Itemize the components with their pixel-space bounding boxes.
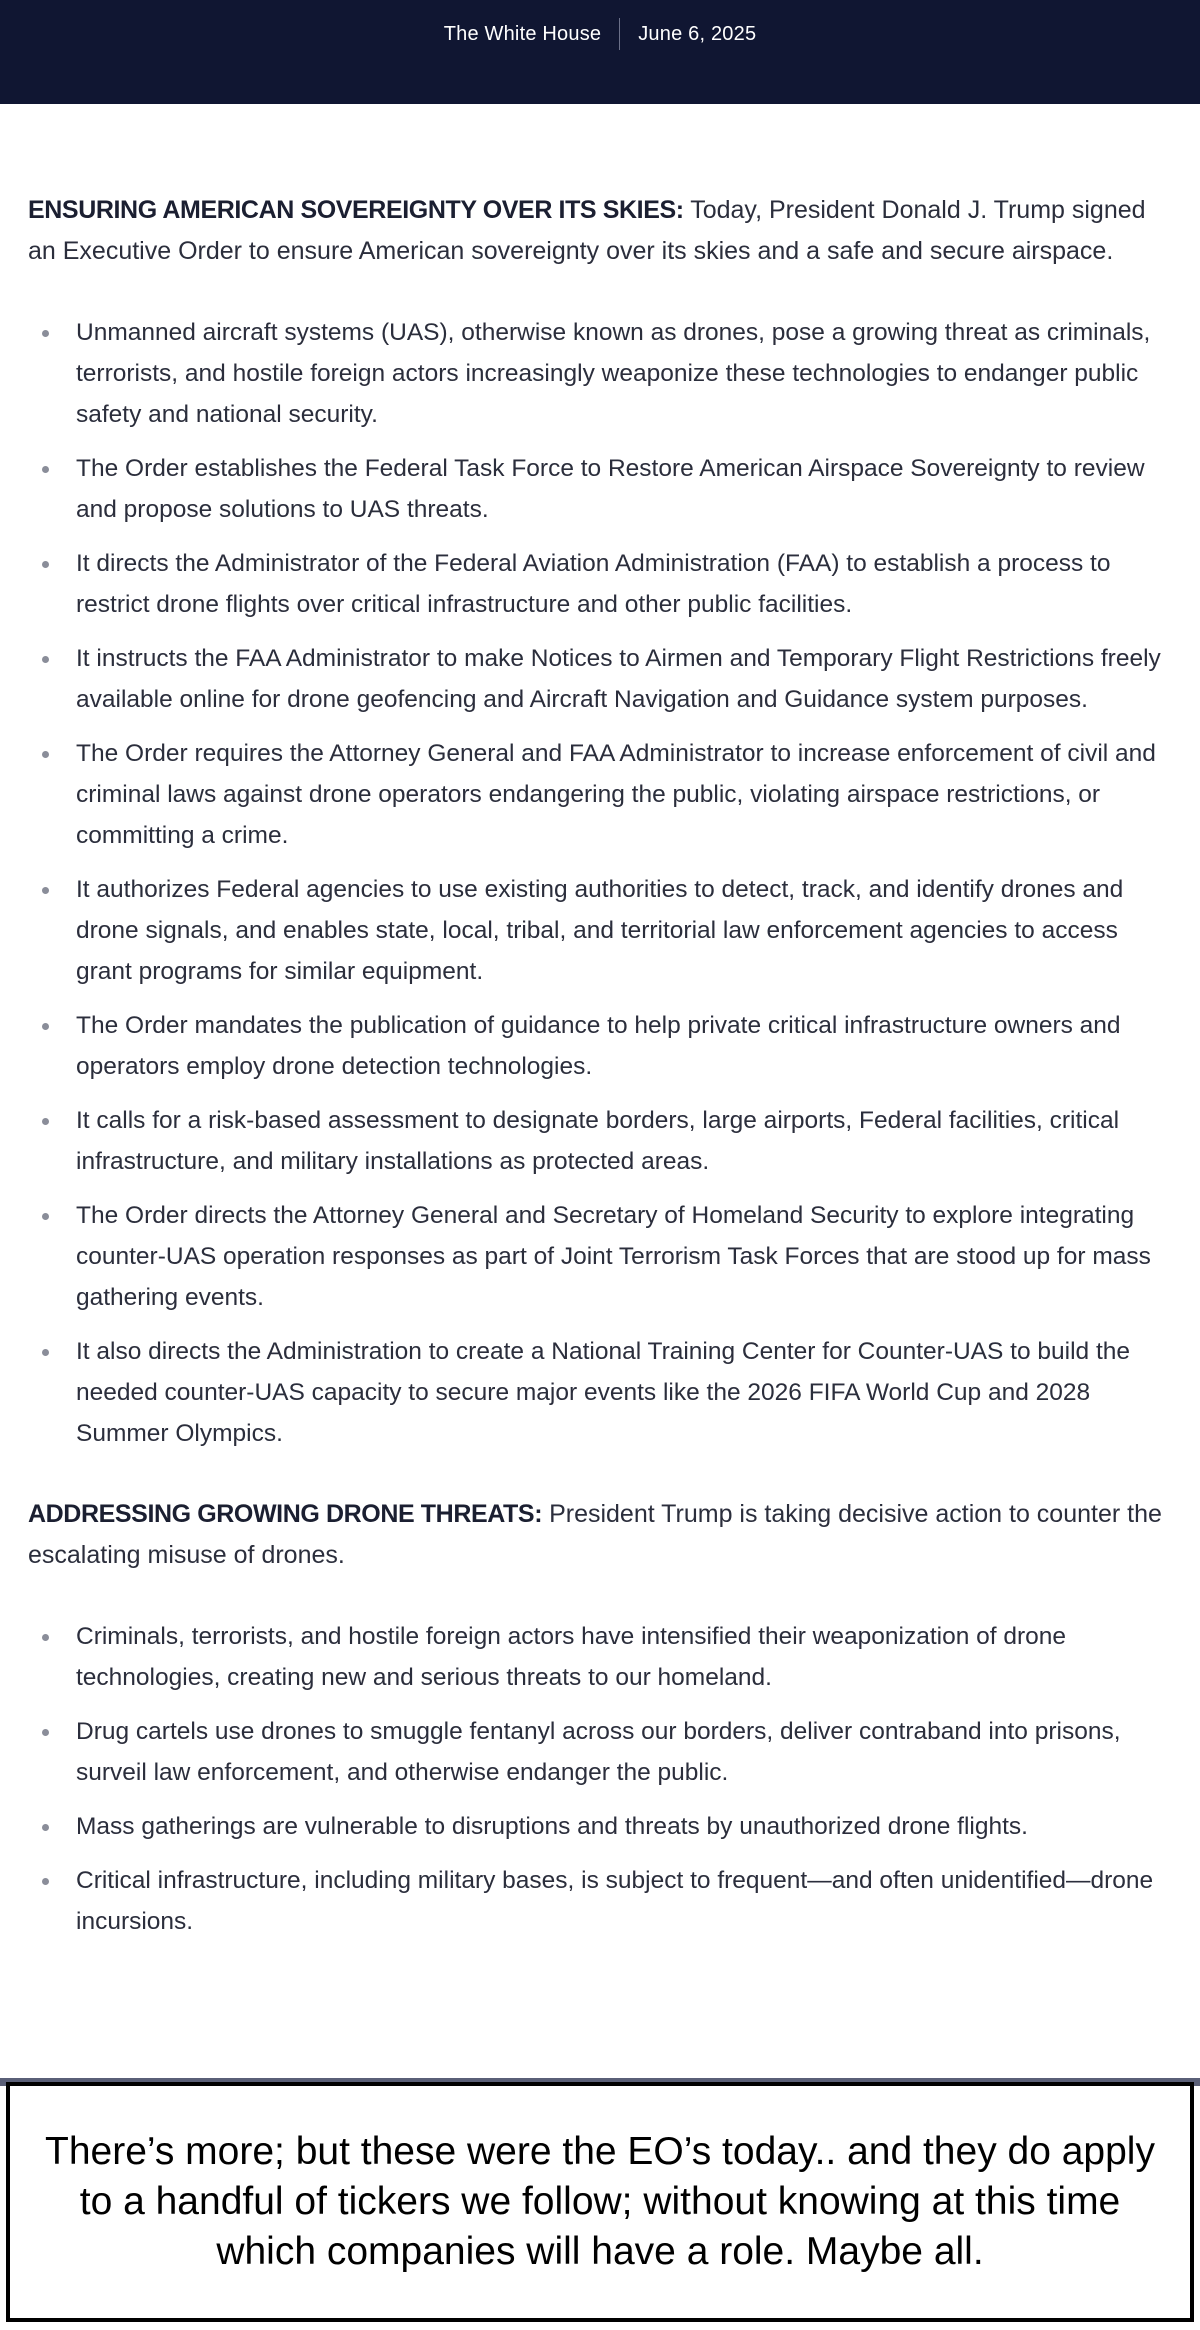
bullet-dot-icon [42, 887, 49, 894]
list-item [28, 1711, 1178, 1793]
list-item [28, 1806, 1178, 1847]
section-intro-text: President Trump is taking decisive action to counter the escalating misuse of drones. [28, 1500, 1162, 1569]
list-item [28, 1616, 1178, 1698]
header-bar [0, 0, 1200, 104]
list-item [28, 1860, 1178, 1942]
section-heading: ENSURING AMERICAN SOVEREIGNTY OVER ITS SKIES: [28, 196, 684, 224]
bullet-dot-icon [42, 656, 49, 663]
bullet-dot-icon [42, 330, 49, 337]
bullet-dot-icon [42, 1023, 49, 1030]
list-item-text: It calls for a risk-based assessment to designate borders, large airports, Federal facilities, critical infrastructure, and military installations as protected areas. [76, 1107, 1120, 1175]
list-item [28, 1195, 1178, 1318]
bullet-dot-icon [42, 1878, 49, 1885]
list-item [28, 1100, 1178, 1182]
list-item [28, 312, 1178, 435]
header-meta [444, 18, 757, 50]
bullet-dot-icon [42, 466, 49, 473]
bullet-dot-icon [42, 1349, 49, 1356]
bullet-dot-icon [42, 1729, 49, 1736]
bullet-dot-icon [42, 1118, 49, 1125]
bullet-dot-icon [42, 751, 49, 758]
bullet-dot-icon [42, 561, 49, 568]
list-item [28, 733, 1178, 856]
list-item [28, 638, 1178, 720]
list-item-text: It also directs the Administration to create a National Training Center for Counter-UAS to build the needed counter-UAS capacity to secure major events like the 2026 FIFA World Cup and 2028 Summer Olympics. [76, 1338, 1131, 1447]
list-item-text: The Order requires the Attorney General and FAA Administrator to increase enforcement of civil and criminal laws against drone operators endangering the public, violating airspace restrictions, or committing a crime. [76, 740, 1156, 849]
list-item [28, 1331, 1178, 1454]
list-item-text: The Order mandates the publication of guidance to help private critical infrastructure owners and operators employ drone detection technologies. [76, 1012, 1121, 1080]
article-body [28, 190, 1178, 1982]
section-intro [28, 190, 1178, 272]
bullet-list [28, 1616, 1178, 1942]
section-heading: ADDRESSING GROWING DRONE THREATS: [28, 1500, 543, 1528]
bullet-list [28, 312, 1178, 1454]
date-label: June 6, 2025 [638, 22, 757, 45]
list-item-text: Criminals, terrorists, and hostile foreign actors have intensified their weaponization of drone technologies, creating new and serious threats to our homeland. [76, 1623, 1067, 1691]
header-divider [619, 18, 620, 50]
section-intro [28, 1494, 1178, 1576]
bullet-dot-icon [42, 1213, 49, 1220]
list-item [28, 448, 1178, 530]
bullet-dot-icon [42, 1824, 49, 1831]
caption-text: There’s more; but these were the EO’s today.. and they do apply to a handful of tickers we follow; without knowing at this time which companies will have a role. Maybe all. [45, 2130, 1155, 2273]
bullet-dot-icon [42, 1634, 49, 1641]
list-item-text: Drug cartels use drones to smuggle fentanyl across our borders, deliver contraband into prisons, surveil law enforcement, and otherwise endanger the public. [76, 1718, 1121, 1786]
list-item-text: Mass gatherings are vulnerable to disruptions and threats by unauthorized drone flights. [76, 1813, 1028, 1840]
list-item-text: The Order directs the Attorney General and Secretary of Homeland Security to explore integrating counter-UAS operation responses as part of Joint Terrorism Task Forces that are stood up for mass gathering events. [76, 1202, 1151, 1311]
list-item-text: Unmanned aircraft systems (UAS), otherwise known as drones, pose a growing threat as criminals, terrorists, and hostile foreign actors increasingly weaponize these technologies to endanger public safety and national security. [76, 319, 1151, 428]
list-item-text: The Order establishes the Federal Task Force to Restore American Airspace Sovereignty to review and propose solutions to UAS threats. [76, 455, 1145, 523]
list-item [28, 1005, 1178, 1087]
list-item [28, 869, 1178, 992]
list-item-text: It authorizes Federal agencies to use existing authorities to detect, track, and identify drones and drone signals, and enables state, local, tribal, and territorial law enforcement agencies to access grant programs for similar equipment. [76, 876, 1124, 985]
list-item-text: It instructs the FAA Administrator to make Notices to Airmen and Temporary Flight Restrictions freely available online for drone geofencing and Aircraft Navigation and Guidance system purposes. [76, 645, 1161, 713]
list-item-text: Critical infrastructure, including military bases, is subject to frequent—and often unidentified—drone incursions. [76, 1867, 1154, 1935]
source-label[interactable]: The White House [443, 22, 602, 45]
list-item [28, 543, 1178, 625]
caption-box [6, 2082, 1194, 2322]
section-intro-text: Today, President Donald J. Trump signed an Executive Order to ensure American sovereignty over its skies and a safe and secure airspace. [28, 196, 1146, 265]
list-item-text: It directs the Administrator of the Federal Aviation Administration (FAA) to establish a process to restrict drone flights over critical infrastructure and other public facilities. [76, 550, 1111, 618]
